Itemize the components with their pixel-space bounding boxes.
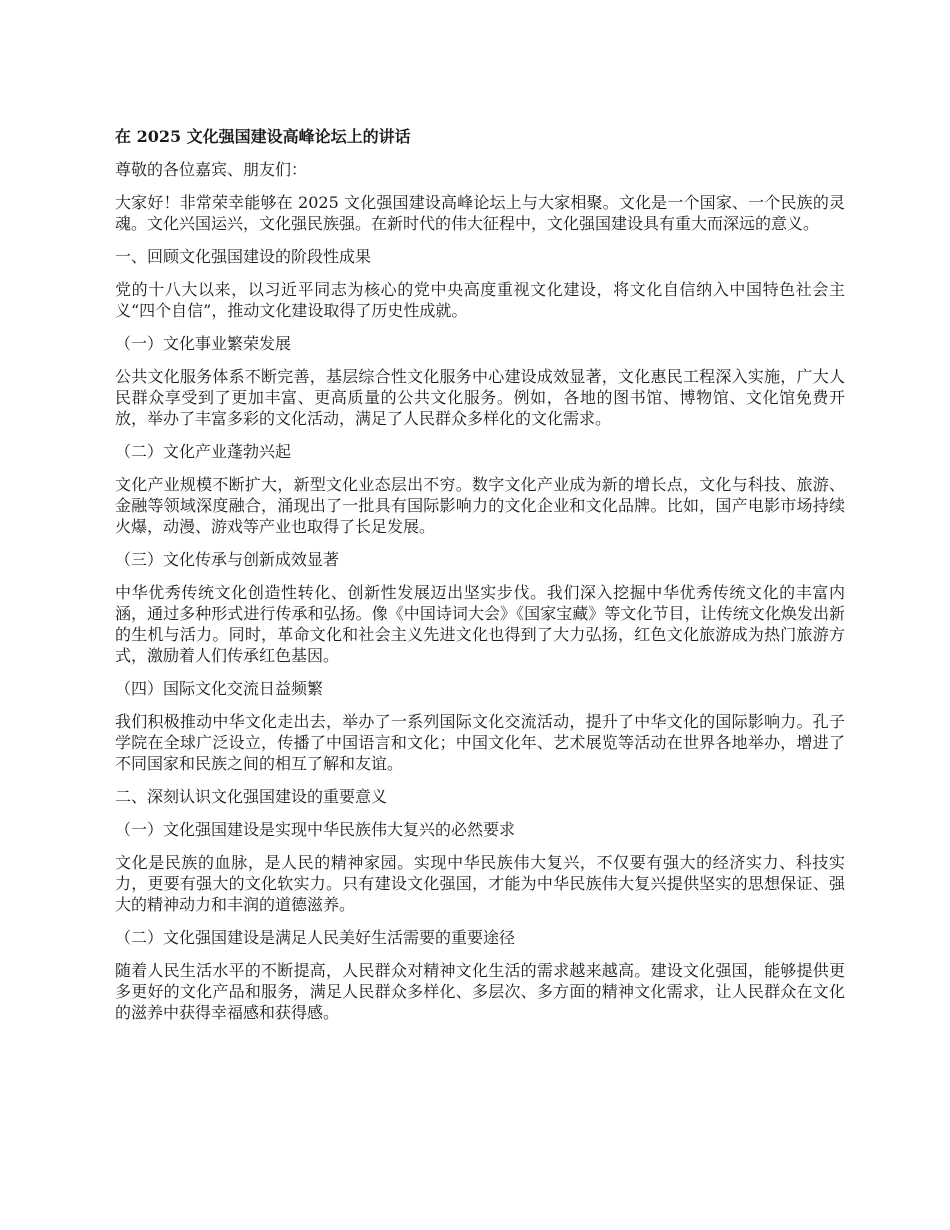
subsection-heading: （四）国际文化交流日益频繁 [115, 679, 324, 698]
body-paragraph: 我们积极推动中华文化走出去，举办了一系列国际文化交流活动，提升了中华文化的国际影响力。孔子学院在全球广泛设立，传播了中国语言和文化；中国文化年、艺术展览等活动在世界各地举办，增进了不同国家和民族之间的相互了解和友谊。 [115, 712, 845, 773]
body-paragraph: 文化产业规模不断扩大，新型文化业态层出不穷。数字文化产业成为新的增长点，文化与科技、旅游、金融等领域深度融合，涌现出了一批具有国际影响力的文化企业和文化品牌。比如，国产电影市场持续火爆，动漫、游戏等产业也取得了长足发展。 [115, 475, 845, 536]
subsection-heading: （二）文化产业蓬勃兴起 [115, 442, 292, 461]
opening-paragraph: 大家好！非常荣幸能够在 2025 文化强国建设高峰论坛上与大家相聚。文化是一个国家、一个民族的灵魂。文化兴国运兴，文化强民族强。在新时代的伟大征程中，文化强国建设具有重大而深远的意义。 [115, 193, 845, 233]
salutation: 尊敬的各位嘉宾、朋友们： [115, 160, 308, 179]
body-paragraph: 党的十八大以来，以习近平同志为核心的党中央高度重视文化建设，将文化自信纳入中国特色社会主义“四个自信”，推动文化建设取得了历史性成就。 [115, 280, 845, 320]
subsection-heading: （三）文化传承与创新成效显著 [115, 550, 340, 569]
body-paragraph: 随着人民生活水平的不断提高，人民群众对精神文化生活的需求越来越高。建设文化强国，能够提供更多更好的文化产品和服务，满足人民群众多样化、多层次、多方面的精神文化需求，让人民群众在文化的滋养中获得幸福感和获得感。 [115, 961, 845, 1022]
body-paragraph: 中华优秀传统文化创造性转化、创新性发展迈出坚实步伐。我们深入挖掘中华优秀传统文化的丰富内涵，通过多种形式进行传承和弘扬。像《中国诗词大会》《国家宝藏》等文化节目，让传统文化焕发出新的生机与活力。同时，革命文化和社会主义先进文化也得到了大力弘扬，红色文化旅游成为热门旅游方式，激励着人们传承红色基因。 [115, 583, 845, 665]
section-heading-1: 一、回顾文化强国建设的阶段性成果 [115, 247, 372, 266]
body-paragraph: 公共文化服务体系不断完善，基层综合性文化服务中心建设成效显著，文化惠民工程深入实施，广大人民群众享受到了更加丰富、更高质量的公共文化服务。例如，各地的图书馆、博物馆、文化馆免费开放，举办了丰富多彩的文化活动，满足了人民群众多样化的文化需求。 [115, 367, 845, 428]
body-paragraph: 文化是民族的血脉，是人民的精神家园。实现中华民族伟大复兴，不仅要有强大的经济实力、科技实力，更要有强大的文化软实力。只有建设文化强国，才能为中华民族伟大复兴提供坚实的思想保证、强大的精神动力和丰润的道德滋养。 [115, 853, 845, 914]
subsection-heading: （一）文化事业繁荣发展 [115, 334, 292, 353]
subsection-heading: （二）文化强国建设是满足人民美好生活需要的重要途径 [115, 928, 516, 947]
subsection-heading: （一）文化强国建设是实现中华民族伟大复兴的必然要求 [115, 820, 516, 839]
section-heading-2: 二、深刻认识文化强国建设的重要意义 [115, 787, 388, 806]
document-page [115, 126, 845, 1035]
document-title: 在 2025 文化强国建设高峰论坛上的讲话 [115, 127, 411, 146]
